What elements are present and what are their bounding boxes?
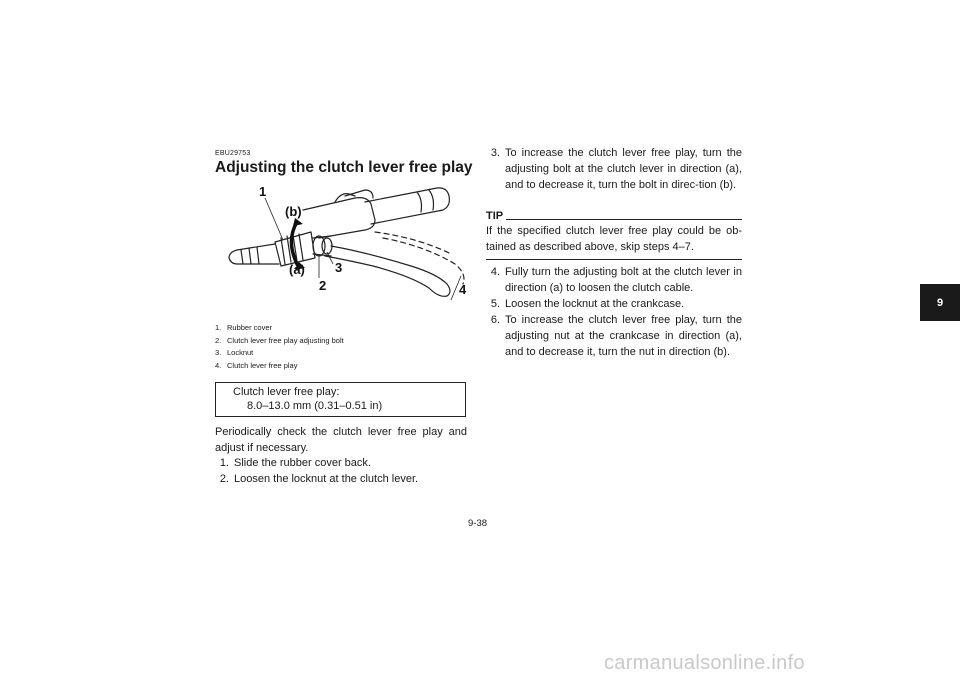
legend-text: Clutch lever free play adjusting bolt <box>227 335 344 345</box>
callout-a: (a) <box>289 262 305 277</box>
step-item <box>215 455 467 471</box>
step-text: To increase the clutch lever free play, turn the adjusting bolt at the clutch lever in direction (a), and to decrease it, turn the bolt in direc-tion (b). <box>505 147 742 191</box>
legend-text: Clutch lever free play <box>227 360 298 370</box>
tip-rule <box>506 219 742 220</box>
steps-list-right-bottom <box>486 264 742 360</box>
step-text: Loosen the locknut at the clutch lever. <box>234 473 419 485</box>
step-item <box>486 312 742 360</box>
step-number: 3. <box>490 147 500 159</box>
step-item <box>486 296 742 312</box>
tip-block <box>486 210 742 260</box>
steps-list-right-top <box>486 145 742 193</box>
chapter-tab: 9 <box>920 284 960 321</box>
step-item <box>486 264 742 296</box>
step-text: Fully turn the adjusting bolt at the clutch lever in direction (a) to loosen the clutch cable. <box>505 266 742 294</box>
step-item <box>486 145 742 193</box>
spec-box <box>215 382 466 417</box>
legend-item <box>215 335 344 348</box>
spec-label: Clutch lever free play: <box>233 386 340 398</box>
legend-item <box>215 360 344 373</box>
clutch-lever-illustration <box>215 180 475 310</box>
callout-2: 2 <box>319 278 327 293</box>
legend-item <box>215 322 344 335</box>
intro-paragraph: Periodically check the clutch lever free play and adjust if necessary. <box>215 426 467 454</box>
tip-header <box>486 210 742 222</box>
tip-text: If the specified clutch lever free play could be ob-tained as described above, skip steps 4–7. <box>486 223 742 260</box>
callout-1: 1 <box>259 184 267 199</box>
page-title: Adjusting the clutch lever free play <box>215 159 473 176</box>
callout-b: (b) <box>285 204 302 219</box>
legend-number: 3. <box>215 348 222 357</box>
callout-4: 4 <box>459 282 467 297</box>
legend-text: Rubber cover <box>227 323 273 332</box>
spec-value: 8.0–13.0 mm (0.31–0.51 in) <box>247 399 383 412</box>
page-number: 9-38 <box>468 518 488 529</box>
callout-3: 3 <box>335 260 343 275</box>
tip-label: TIP <box>486 210 504 222</box>
step-text: To increase the clutch lever free play, turn the adjusting nut at the crankcase in direction (a), and to decrease it, turn the nut in direction (b). <box>505 314 742 358</box>
step-number: 5. <box>490 298 500 310</box>
step-text: Slide the rubber cover back. <box>234 457 371 469</box>
step-number: 1. <box>219 457 229 469</box>
legend-item <box>215 347 344 360</box>
step-number: 4. <box>490 266 500 278</box>
watermark: carmanualsonline.info <box>604 652 805 674</box>
clutch-lever-figure <box>215 180 475 310</box>
legend-text: Locknut <box>227 348 254 357</box>
section-code: EBU29753 <box>215 150 251 157</box>
step-text: Loosen the locknut at the crankcase. <box>505 298 685 310</box>
legend-number: 2. <box>215 335 222 345</box>
step-number: 6. <box>490 314 500 326</box>
step-item <box>215 471 467 487</box>
step-number: 2. <box>219 473 229 485</box>
legend-number: 4. <box>215 360 222 370</box>
figure-legend <box>215 322 344 372</box>
steps-list-left <box>215 455 467 487</box>
legend-number: 1. <box>215 323 222 332</box>
